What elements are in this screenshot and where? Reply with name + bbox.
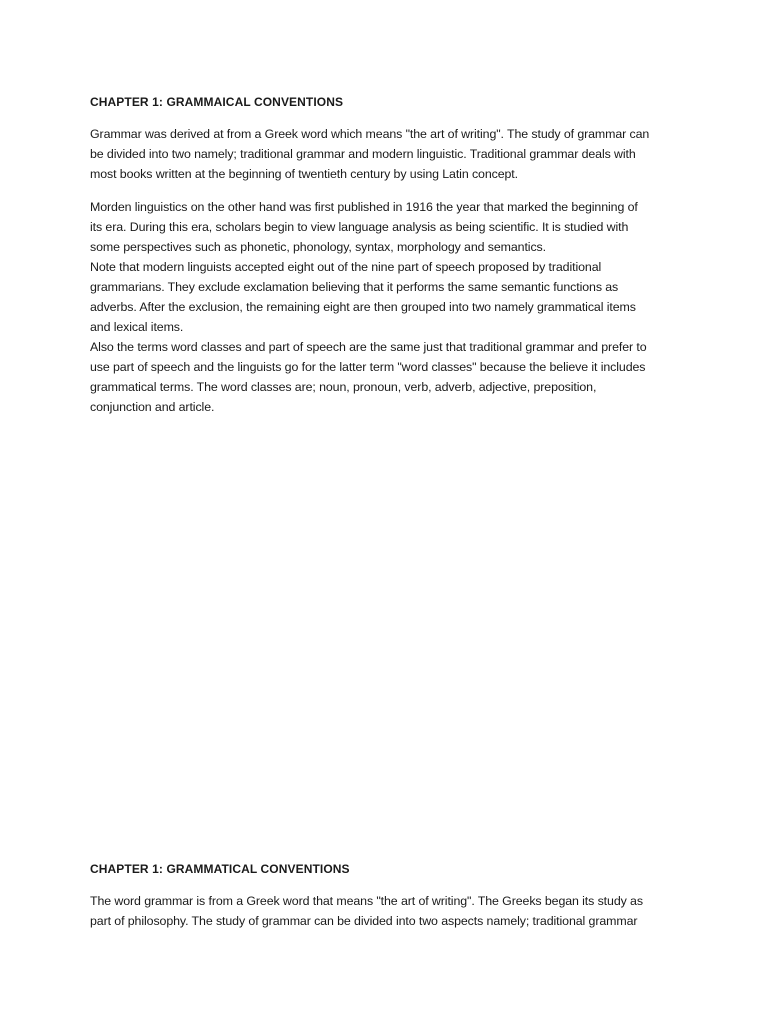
paragraph-line: and lexical items.: [90, 320, 184, 334]
paragraph-line: grammarians. They exclude exclamation believing that it performs the same semantic functions as: [90, 280, 619, 294]
paragraph-line: use part of speech and the linguists go for the latter term "word classes" because the believe it includes: [90, 360, 646, 374]
section-1-paragraph-2: [90, 197, 690, 417]
chapter-heading: CHAPTER 1: GRAMMAICAL CONVENTIONS: [90, 95, 344, 109]
paragraph-line: most books written at the beginning of twentieth century by using Latin concept.: [90, 167, 518, 181]
paragraph-line: Morden linguistics on the other hand was first published in 1916 the year that marked the beginning of: [90, 200, 638, 214]
paragraph-line: Note that modern linguists accepted eight out of the nine part of speech proposed by traditional: [90, 260, 602, 274]
paragraph: [90, 197, 690, 417]
paragraph-line: be divided into two namely; traditional grammar and modern linguistic. Traditional grammar deals with: [90, 147, 636, 161]
paragraph-line: conjunction and article.: [90, 400, 215, 414]
paragraph-line: part of philosophy. The study of grammar can be divided into two aspects namely; traditional grammar: [90, 914, 638, 928]
paragraph-line: some perspectives such as phonetic, phonology, syntax, morphology and semantics.: [90, 240, 546, 254]
paragraph-line: its era. During this era, scholars begin to view language analysis as being scientific. It is studied with: [90, 220, 629, 234]
section-2: [90, 861, 690, 877]
section-1-paragraph-1: [90, 124, 690, 184]
paragraph-line: adverbs. After the exclusion, the remaining eight are then grouped into two namely grammatical items: [90, 300, 636, 314]
paragraph-line: grammatical terms. The word classes are; noun, pronoun, verb, adverb, adjective, preposition,: [90, 380, 597, 394]
paragraph: [90, 891, 690, 931]
section-2-paragraph-1: [90, 891, 690, 931]
paragraph: [90, 124, 690, 184]
paragraph-line: The word grammar is from a Greek word that means "the art of writing". The Greeks began its study as: [90, 894, 643, 908]
paragraph-line: Grammar was derived at from a Greek word which means "the art of writing". The study of grammar can: [90, 127, 650, 141]
section-1: [90, 94, 690, 110]
paragraph-line: Also the terms word classes and part of speech are the same just that traditional grammar and prefer to: [90, 340, 647, 354]
chapter-heading: CHAPTER 1: GRAMMATICAL CONVENTIONS: [90, 862, 350, 876]
